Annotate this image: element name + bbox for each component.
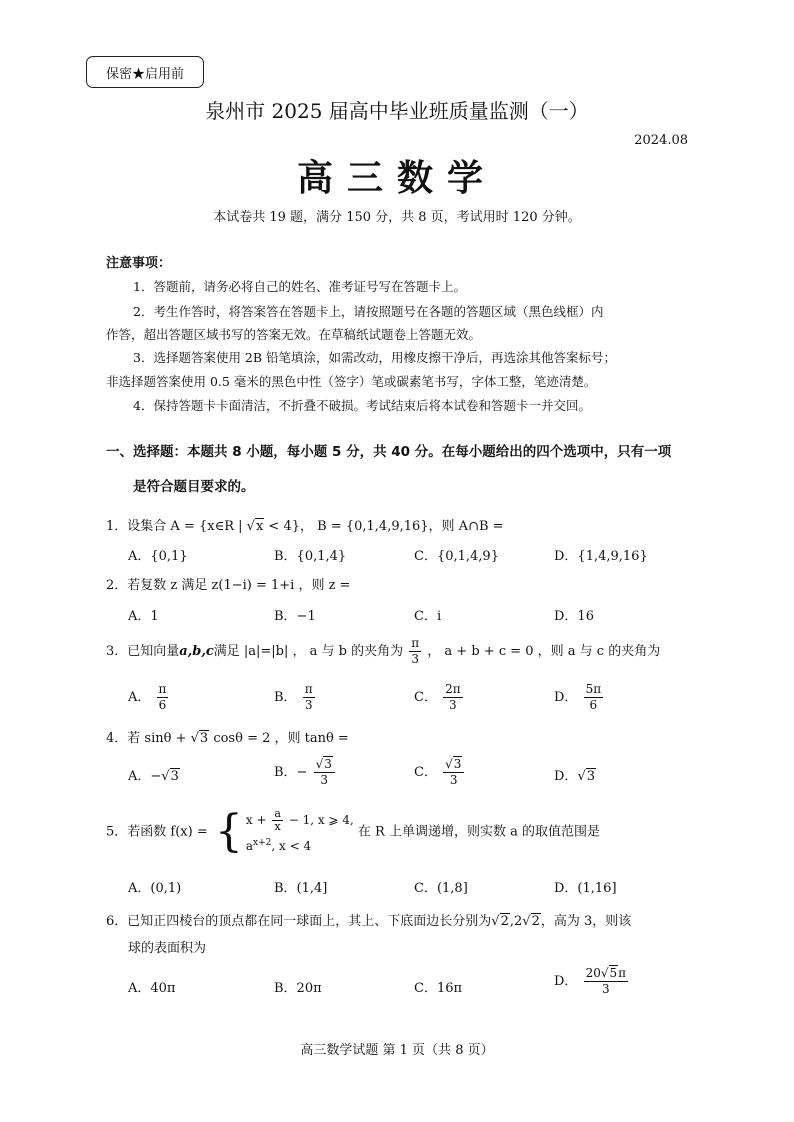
q6-d-den: 3 xyxy=(601,982,610,996)
q5-option-c: C．(1,8] xyxy=(414,881,468,896)
page-footer: 高三数学试题 第 1 页（共 8 页） xyxy=(300,1043,494,1058)
q3-c-den: 3 xyxy=(449,698,457,712)
q1-option-b: B．{0,1,4} xyxy=(274,549,347,564)
q4-sqrt: 3 xyxy=(199,731,209,746)
q6-option-b: B．20π xyxy=(274,981,322,996)
question-4: 4．若 sinθ + √3 cosθ = 2 ，则 tanθ = xyxy=(106,731,349,746)
q6-d-label: D． xyxy=(554,974,578,989)
q2-option-d: D．16 xyxy=(554,609,594,624)
q6-line1-pre: 6．已知正四棱台的顶点都在同一球面上，其上、下底面边长分别为 xyxy=(106,914,492,929)
notice-line-6: 4．保持答题卡卡面清洁，不折叠不破损。考试结束后将本试卷和答题卡一并交回。 xyxy=(133,398,591,413)
q6-option-a: A．40π xyxy=(128,981,176,996)
q4-b-num: 3 xyxy=(324,757,332,771)
q1-ask: ，则 A∩B = xyxy=(428,519,504,534)
q1-option-d: D．{1,4,9,16} xyxy=(554,549,648,564)
q2-option-a: A．1 xyxy=(128,609,159,624)
q3-option-b-label: B． xyxy=(274,690,297,705)
q4-part2: cosθ = 2 ，则 tanθ = xyxy=(213,731,349,746)
q4-b-den: 3 xyxy=(320,773,329,787)
question-6-cont: 球的表面积为 xyxy=(128,941,207,956)
q3-b-num: π xyxy=(304,682,313,696)
q5-option-d: D．(1,16] xyxy=(554,881,617,896)
q6-option-c: C．16π xyxy=(414,981,463,996)
q1-set-b: ， B = {0,1,4,9,16} xyxy=(300,519,429,534)
q5-case-1: x + $\frac{a}{x}$ − 1, x ⩾ 4, xyxy=(245,807,354,833)
q3-d-den: 6 xyxy=(589,698,598,712)
section-heading-cont: 是符合题目要求的。 xyxy=(133,479,255,495)
q1-option-c: C．{0,1,4,9} xyxy=(414,549,499,564)
q5-case-2: $a^{x+2}$, x < 4 xyxy=(245,838,312,853)
q5-suffix: 在 R 上单调递增，则实数 a 的取值范围是 xyxy=(357,824,600,840)
q3-option-a-label: A． xyxy=(128,690,151,705)
subject-title: 高三数学 xyxy=(296,157,497,199)
q1-option-a: A．{0,1} xyxy=(128,549,188,564)
q5-prefix: 5．若函数 f(x) = xyxy=(106,824,208,840)
q3-option-b xyxy=(274,682,317,713)
q5-option-a: A．(0,1) xyxy=(128,881,182,896)
notice-line-2: 2．考生作答时，将答案答在答题卡上，请按照题号在各题的答题区域（黑色线框）内 xyxy=(133,304,604,319)
q3-part1: 3．已知向量 xyxy=(106,644,180,659)
q4-part1: 4．若 sinθ + xyxy=(106,731,187,746)
notice-line-4: 3．选择题答案使用 2B 铅笔填涂，如需改动，用橡皮擦干净后，再选涂其他答案标号； xyxy=(133,350,617,365)
q4-c-num: 3 xyxy=(453,757,462,771)
q3-a-den: 6 xyxy=(158,698,167,712)
q6-edge-mid: ,2 xyxy=(509,914,523,929)
q3-c-num: 2π xyxy=(445,682,461,696)
q5-brace: { xyxy=(214,806,243,857)
q4-d-label: D． xyxy=(554,769,578,784)
q4-option-d: D．√3 xyxy=(554,769,596,784)
q3-a-num: π xyxy=(158,682,167,696)
q6-edge-a: 2 xyxy=(500,914,509,929)
confidential-label: 保密★启用前 xyxy=(86,56,204,88)
q1-sqrt: x xyxy=(255,519,264,534)
question-1: 1．设集合 A = {x∈R | √x < 4}， B = {0,1,4,9,16}，则 A∩B = xyxy=(106,519,504,534)
q2-option-c: C．i xyxy=(414,609,442,624)
q6-line1-post: ，高为 3，则该 xyxy=(540,914,632,929)
q4-option-b: B．− $\frac{√3}{3}$ xyxy=(274,757,337,788)
exam-info: 本试卷共 19 题，满分 150 分，共 8 页，考试用时 120 分钟。 xyxy=(213,210,581,225)
q4-b-label: B．− xyxy=(274,765,308,780)
q4-a-sqrt: 3 xyxy=(170,769,179,784)
q3-b-den: 3 xyxy=(304,698,313,712)
q4-option-c: C． $\frac{√3}{3}$ xyxy=(414,757,466,788)
q4-c-label: C． xyxy=(414,765,437,780)
exam-date: 2024.08 xyxy=(634,133,688,148)
q5-option-b: B．(1,4] xyxy=(274,881,328,896)
q1-prefix: 1．设集合 xyxy=(106,519,167,534)
notice-line-5: 非选择题答案使用 0.5 毫米的黑色中性（签字）笔或碳素笔书写，字体工整，笔迹清楚。 xyxy=(106,374,597,389)
q3-option-a xyxy=(128,682,170,713)
q4-a-label: A．− xyxy=(128,769,162,784)
q4-c-den: 3 xyxy=(449,773,458,787)
q3-d-num: 5π xyxy=(585,682,602,696)
question-3 xyxy=(106,636,660,667)
q3-option-c xyxy=(414,682,465,713)
q4-option-a: A．−√3 xyxy=(128,769,179,784)
q3-option-d xyxy=(554,682,605,713)
question-6: 6．已知正四棱台的顶点都在同一球面上，其上、下底面边长分别为√2,2√2，高为 3，则该 xyxy=(106,914,632,929)
q3-option-d-label: D． xyxy=(554,690,578,705)
q3-vars: a,b,c xyxy=(179,644,214,659)
section-heading: 一、选择题：本题共 8 小题，每小题 5 分，共 40 分。在每小题给出的四个选项中，只有一项 xyxy=(106,444,672,460)
q3-part3: ， a + b + c = 0 ，则 a 与 c 的夹角为 xyxy=(427,644,661,659)
q6-edge-b: 2 xyxy=(531,914,540,929)
notice-heading: 注意事项： xyxy=(106,256,172,271)
q2-option-b: B．−1 xyxy=(274,609,316,624)
q3-frac-den: 3 xyxy=(411,652,420,666)
q6-option-d: D． $\frac{20√5\pi}{3}$ xyxy=(554,966,627,996)
notice-line-3: 作答，超出答题区域书写的答案无效。在草稿纸试题卷上答题无效。 xyxy=(106,327,482,342)
question-5 xyxy=(106,808,600,856)
q1-set-a-end: < 4} xyxy=(268,519,300,534)
q1-set-a: A = {x∈R | xyxy=(170,519,243,534)
question-2: 2．若复数 z 满足 z(1−i) = 1+i ，则 z = xyxy=(106,578,351,593)
q3-option-c-label: C． xyxy=(414,690,437,705)
q4-d-sqrt: 3 xyxy=(586,769,596,784)
notice-line-1: 1．答题前，请务必将自己的姓名、准考证号写在答题卡上。 xyxy=(133,279,466,294)
q3-frac-num: π xyxy=(411,636,420,650)
exam-title: 泉州市 2025 届高中毕业班质量监测（一） xyxy=(205,99,589,123)
q3-part2: 满足 |a|=|b| ， a 与 b 的夹角为 xyxy=(213,644,404,659)
